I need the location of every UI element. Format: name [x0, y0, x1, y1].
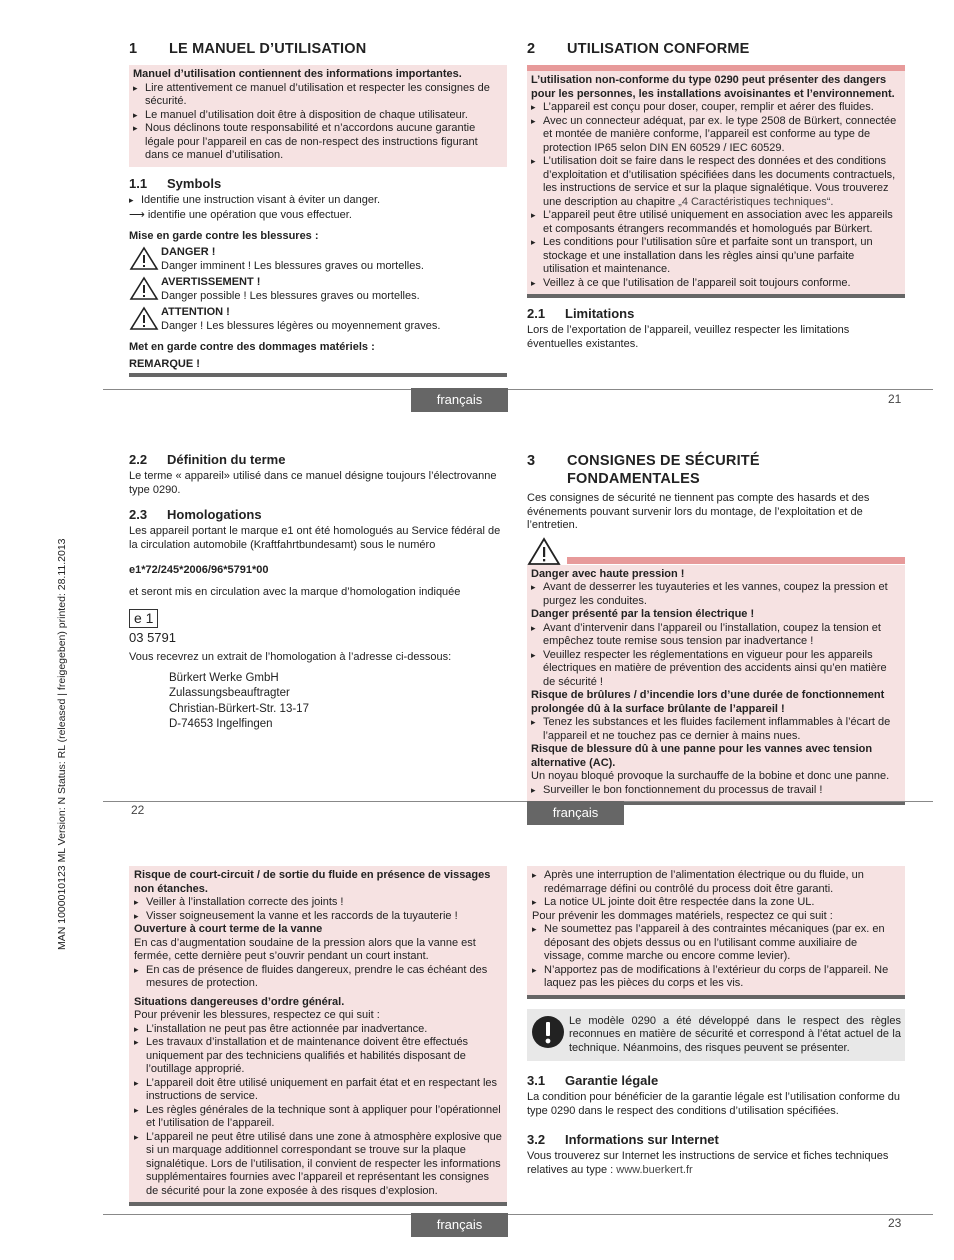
address-block: Bürkert Werke GmbH Zulassungsbeauftragter Christian-Bürkert-Str. 13-17 D-74653 Ingelfingen: [169, 671, 309, 730]
section-2-2: 2.2 Définition du terme Le terme « appareil» utilisé dans ce manuel désigne toujours l’électrovanne type 0290. 2.3 Homologations Les appareil portant le marque e1 ont été homologués au Service fédéral de la circulation automobile (Kraftfahrtbundesamt) sous le numéro e1*72/245*2006/96*5791*00 et seront mis en circulation avec la marque d’homologation indiquée e 1 03 5791 Vous recevrez un extrait de l’homologation à l’adresse ci-dessous: Bürkert Werke GmbH Zulassungsbeauftragter Christian-Bürkert-Str. 13-17 D-74653 Ingelfingen: [129, 452, 507, 733]
section-2-2-heading: 2.2 Définition du terme: [129, 452, 286, 467]
list-item: ▸ Le manuel d’utilisation doit être à disposition de chaque utilisateur.: [133, 109, 503, 123]
list-item: ▸ Les travaux d’installation et de maintenance doivent être effectués uniquement par des techniciens qualifiés et habilités disposant de l’outillage approprié.: [134, 1036, 502, 1077]
note-box: Le modèle 0290 a été développé dans le respect des règles reconnues en matière de sécurité et correspond à l’état actuel de la technique. Néanmoins, des risques peuvent se présenter.: [527, 1009, 905, 1062]
list-item: ▸ Identifie une instruction visant à éviter un danger.: [129, 194, 507, 208]
safety-box-right: ▸ Après une interruption de l’alimentation électrique ou du fluide, un redémarrage défini ou contrôlé du process doit être garanti. ▸ La notice UL jointe doit être respectée dans la zone UL. Pour prévenir les dommages matériels, respectez ce qui suit : ▸ Ne soumettez pas l’appareil à des contraintes mécaniques (par ex. en déposant des objets dessus ou en l’utilisant comme auxiliaire de vissage, comme marche ou encore comme levier). ▸ N’apportez pas de modifications à l’extérieur du corps de l’appareil. Ne laquez pas les pièces du corps et les vis.: [527, 866, 905, 999]
list-item: ▸ Les conditions pour l’utilisation sûre et parfaite sont un transport, un stockage et une installation dans les règles ainsi qu’une parfaite utilisation et maintenance.: [531, 236, 901, 277]
language-tab: français: [527, 801, 624, 825]
list-item: ▸ En cas de présence de fluides dangereux, prendre le cas échéant des mesures de protection.: [134, 964, 502, 991]
list-item: ▸ L’utilisation doit se faire dans le respect des données et des conditions d’exploitation et d’utilisation spécifiées dans les documents contractuels, les instructions de service et sur la plaque signalétique. Vous trouverez une description au chapitre „4 Caractéristiques techniques“.: [531, 155, 901, 209]
list-item: ▸ L’appareil doit être utilisé uniquement en parfait état et en respectant les instructions de service.: [134, 1077, 502, 1104]
list-item: ▸ Les règles générales de la technique sont à appliquer pour l’opérationnel et l’utilisation de l’appareil.: [134, 1104, 502, 1131]
page-number: 22: [131, 803, 145, 817]
chapter-link[interactable]: „4 Caractéristiques techniques“.: [678, 195, 834, 208]
website-link[interactable]: www.buerkert.fr: [616, 1163, 693, 1176]
section-1-1-heading: 1.1 Symbols: [129, 175, 222, 191]
warning-triangle-icon: [527, 537, 561, 565]
list-item: ▸ Surveiller le bon fonctionnement du processus de travail !: [531, 784, 901, 798]
warning-triangle-icon: [129, 246, 161, 270]
exclamation-icon: [531, 1015, 565, 1049]
safety-box-continued: Risque de court-circuit / de sortie du fluide en présence de vissages non étanches. ▸ Veiller à l’installation correcte des joints ! ▸ Visser soigneusement la vanne et les raccords de la tuyauterie ! Ouverture à court terme de la vanne En cas d’augmentation soudaine de la pression alors que la vanne est fermée, cette dernière peut s’ouvrir pendant un court instant. ▸ En cas de présence de fluides dangereux, prendre le cas échéant des mesures de protection. Situations dangereuses d’ordre général. Pour prévenir les blessures, respectez ce qui suit : ▸ L’installation ne peut pas être actionnée par inadvertance. ▸ Les travaux d’installation et de maintenance doivent être effectués uniquement par des techniciens qualifiés et habilités disposant de l’outillage approprié. ▸ L’appareil doit être utilisé uniquement en parfait état et en respectant les instructions de service. ▸ Les règles générales de la technique sont à appliquer pour l’opérationnel et l’utilisation de l’appareil. ▸ L’appareil ne peut être utilisé dans une zone à atmosphère explosive que si un marquage additionnel correspondant se trouve sur la plaque signalétique. Lors de l’utilisation, il convient de respecter les informations supplémentaires fournies avec l’appareil et représentant les consignes de sécurité pour la zone exposée à des risques d’explosion.: [129, 866, 507, 1206]
danger-box: L’utilisation non-conforme du type 0290 peut présenter des dangers pour les personnes, les installations avoisinantes et l’environnement. ▸ L’appareil est conçu pour doser, couper, remplir et aérer des fluides. ▸ Avec un connecteur adéquat, par ex. le type 2508 de Bürkert, connectée et montée de manière conforme, l’appareil est conforme au type de protection IP65 selon DIN EN 60529 / IEC 60529. ▸ L’utilisation doit se faire dans le respect des données et des conditions d’exploitation et d’utilisation spécifiées dans les documents contractuels, les instructions de service et sur la plaque signalétique. Vous trouverez une description au chapitre „4 Caractéristiques techniques“. ▸ L’appareil peut être utilisé uniquement en association avec les appareils et composants étrangers recommandés et homologués par Bürkert. ▸ Les conditions pour l’utilisation sûre et parfaite sont un transport, un stockage et une installation dans les règles ainsi qu’une parfaite utilisation et maintenance. ▸ Veillez à ce que l’utilisation de l’appareil soit toujours conforme.: [527, 71, 905, 298]
section-2-1-heading: 2.1 Limitations: [527, 306, 635, 321]
page-number: 21: [888, 392, 902, 406]
list-item: ▸ Avant de desserrer les tuyauteries et les vannes, coupez la pression et purgez les conduites.: [531, 581, 901, 608]
page-number: 23: [888, 1216, 902, 1230]
list-item: ▸ Visser soigneusement la vanne et les raccords de la tuyauterie !: [134, 910, 502, 924]
warning-avertissement: AVERTISSEMENT ! Danger possible ! Les blessures graves ou mortelles.: [129, 276, 507, 303]
section-3-heading: 3 CONSIGNES DE SÉCURITÉ FONDAMENTALES: [527, 453, 760, 487]
list-item: ▸ L’appareil peut être utilisé uniquement en association avec les appareils et composants étrangers recommandés et homologués par Bürkert.: [531, 209, 901, 236]
list-item: ▸ Après une interruption de l’alimentation électrique ou du fluide, un redémarrage défini ou contrôlé du process doit être garanti.: [532, 869, 900, 896]
list-item: ▸ L’installation ne peut pas être actionnée par inadvertance.: [134, 1023, 502, 1037]
safety-continued: [129, 866, 507, 1206]
list-item: ▸ Veiller à l’installation correcte des joints !: [134, 896, 502, 910]
warning-danger: DANGER ! Danger imminent ! Les blessures graves ou mortelles.: [129, 246, 507, 273]
section-1: 1 LE MANUEL D’UTILISATION Manuel d’utilisation contiennent des informations importantes. ▸ Lire attentivement ce manuel d’utilisation et respecter les consignes de sécurité. ▸ Le manuel d’utilisation doit être à disposition de chaque utilisateur. ▸ Nous déclinons toute responsabilité et n’accordons aucune garantie légale pour l’appareil en cas de non-respect des instructions figurant dans ce manuel d’utilisation. 1.1 Symbols ▸ Identifie une instruction visant à éviter un danger. ⟶ identifie une opération que vous effectuer. Mise en garde contre les blessures : DANGER ! Danger imminent ! Les blessures graves ou mortelles. AVERTISSEMENT ! Danger possible ! Les blessures graves ou mortelles. ATTENTION ! Danger ! Les blessures légères ou moyennement graves. Met en garde contre des dommages matériels : REMARQUE !: [129, 40, 507, 377]
side-print-info: MAN 1000010123 ML Version: N Status: RL (released | freigegeben) printed: 28.11.2013: [56, 538, 68, 950]
list-item: ▸ Avant d’intervenir dans l’appareil ou l’installation, coupez la tension et empêchez toute remise sous tension par inadvertance !: [531, 622, 901, 649]
section-3-1-heading: 3.1 Garantie légale: [527, 1073, 659, 1088]
notice-list: [133, 82, 503, 163]
list-item: ▸ Tenez les substances et les fluides facilement inflammables à l’écart de l’appareil et ne touchez pas ce dernier à mains nues.: [531, 716, 901, 743]
safety-box: Danger avec haute pression ! ▸ Avant de desserrer les tuyauteries et les vannes, coupez la pression et purgez les conduites. Danger présenté par la tension électrique ! ▸ Avant d’intervenir dans l’appareil ou l’installation, coupez la tension et empêchez toute remise sous tension par inadvertance ! ▸ Veuillez respecter les réglementations en vigueur pour les appareils électriques en matière de prévention des accidents ainsi qu’en matière de sécurité ! Risque de brûlures / d’incendie lors d’une durée de fonctionnement prolongée dû à la surface brûlante de l’appareil ! ▸ Tenez les substances et les fluides facilement inflammables à l’écart de l’appareil et ne touchez pas ce dernier à mains nues. Risque de blessure dû à une panne pour les vannes avec tension alternative (AC). Un noyau bloqué provoque la surchauffe de la bobine et donc une panne. ▸ Surveiller le bon fonctionnement du processus de travail !: [527, 565, 905, 806]
language-tab: français: [411, 1213, 508, 1237]
list-item: ▸ Nous déclinons toute responsabilité et n’accordons aucune garantie légale pour l’appareil en cas de non-respect des instructions figurant dans ce manuel d’utilisation.: [133, 122, 503, 163]
list-item: ▸ Veuillez respecter les réglementations en vigueur pour les appareils électriques en matière de prévention des accidents ainsi qu’en matière de sécurité !: [531, 649, 901, 690]
list-item: ▸ Ne soumettez pas l’appareil à des contraintes mécaniques (par ex. en déposant des objets dessus ou en l’utilisant comme auxiliaire de vissage, comme marche ou encore comme levier).: [532, 923, 900, 964]
warning-attention: ATTENTION ! Danger ! Les blessures légères ou moyennement graves.: [129, 306, 507, 333]
section-2: 2 UTILISATION CONFORME L’utilisation non-conforme du type 0290 peut présenter des dangers pour les personnes, les installations avoisinantes et l’environnement. ▸ L’appareil est conçu pour doser, couper, remplir et aérer des fluides. ▸ Avec un connecteur adéquat, par ex. le type 2508 de Bürkert, connectée et montée de manière conforme, l’appareil est conforme au type de protection IP65 selon DIN EN 60529 / IEC 60529. ▸ L’utilisation doit se faire dans le respect des données et des conditions d’exploitation et d’utilisation spécifiées dans les documents contractuels, les instructions de service et sur la plaque signalétique. Vous trouverez une description au chapitre „4 Caractéristiques techniques“. ▸ L’appareil peut être utilisé uniquement en association avec les appareils et composants étrangers recommandés et homologués par Bürkert. ▸ Les conditions pour l’utilisation sûre et parfaite sont un transport, un stockage et une installation dans les règles ainsi qu’une parfaite utilisation et maintenance. ▸ Veillez à ce que l’utilisation de l’appareil soit toujours conforme. 2.1 Limitations Lors de l’exportation de l’appareil, veuillez respecter les limitations éventuelles existantes.: [527, 40, 905, 351]
section-2-3-heading: 2.3 Homologations: [129, 507, 262, 522]
section-1-heading: 1 LE MANUEL D’UTILISATION: [129, 41, 367, 57]
section-3-2-heading: 3.2 Informations sur Internet: [527, 1132, 719, 1147]
section-3: 3 CONSIGNES DE SÉCURITÉ FONDAMENTALES Ces consignes de sécurité ne tiennent pas compte des hasards et des événements pouvant survenir lors du montage, de l’exploitation et de l’entretien. Danger avec haute pression ! ▸ Avant de desserrer les tuyauteries et les vannes, coupez la pression et purgez les conduites. Danger présenté par la tension électrique ! ▸ Avant d’intervenir dans l’appareil ou l’installation, coupez la tension et empêchez toute remise sous tension par inadvertance ! ▸ Veuillez respecter les réglementations en vigueur pour les appareils électriques en matière de prévention des accidents ainsi qu’en matière de sécurité ! Risque de brûlures / d’incendie lors d’une durée de fonctionnement prolongée dû à la surface brûlante de l’appareil ! ▸ Tenez les substances et les fluides facilement inflammables à l’écart de l’appareil et ne touchez pas ce dernier à mains nues. Risque de blessure dû à une panne pour les vannes avec tension alternative (AC). Un noyau bloqué provoque la surchauffe de la bobine et donc une panne. ▸ Surveiller le bon fonctionnement du processus de travail !: [527, 452, 905, 805]
list-item: ▸ Lire attentivement ce manuel d’utilisation et respecter les consignes de sécurité.: [133, 82, 503, 109]
list-item: ▸ L’appareil est conçu pour doser, couper, remplir et aérer des fluides.: [531, 101, 901, 115]
list-item: ▸ Avec un connecteur adéquat, par ex. le type 2508 de Bürkert, connectée et montée de manière conforme, l’appareil est conforme au type de protection IP65 selon DIN EN 60529 / IEC 60529.: [531, 115, 901, 156]
approval-mark: e 1: [129, 609, 158, 628]
list-item: ▸ L’appareil ne peut être utilisé dans une zone à atmosphère explosive que si un marquage additionnel correspondant se trouve sur la plaque signalétique. Lors de l’utilisation, il convient de respecter les informations supplémentaires fournies avec l’appareil et représentant les consignes de sécurité pour la zone exposée à des risques d’explosion.: [134, 1131, 502, 1199]
section-2-heading: 2 UTILISATION CONFORME: [527, 41, 750, 57]
language-tab: français: [411, 388, 508, 412]
notice-box: Manuel d’utilisation contiennent des informations importantes. ▸ Lire attentivement ce manuel d’utilisation et respecter les consignes de sécurité. ▸ Le manuel d’utilisation doit être à disposition de chaque utilisateur. ▸ Nous déclinons toute responsabilité et n’accordons aucune garantie légale pour l’appareil en cas de non-respect des instructions figurant dans ce manuel d’utilisation.: [129, 65, 507, 167]
warning-triangle-icon: [129, 306, 161, 330]
list-item: ▸ N’apportez pas de modifications à l’extérieur du corps de l’appareil. Ne laquez pas les pièces du corps et les vis.: [532, 964, 900, 991]
list-item: ▸ Veillez à ce que l’utilisation de l’appareil soit toujours conforme.: [531, 277, 901, 291]
safety-continued-right: ▸ Après une interruption de l’alimentation électrique ou du fluide, un redémarrage défini ou contrôlé du process doit être garanti. ▸ La notice UL jointe doit être respectée dans la zone UL. Pour prévenir les dommages matériels, respectez ce qui suit : ▸ Ne soumettez pas l’appareil à des contraintes mécaniques (par ex. en déposant des objets dessus ou en l’utilisant comme auxiliaire de vissage, comme marche ou encore comme levier). ▸ N’apportez pas de modifications à l’extérieur du corps de l’appareil. Ne laquez pas les pièces du corps et les vis. Le modèle 0290 a été développé dans le respect des règles reconnues en matière de sécurité et correspond à l’état actuel de la technique. Néanmoins, des risques peuvent se présenter. 3.1 Garantie légale La condition pour bénéficier de la garantie légale est l’utilisation conforme du type 0290 dans le respect des conditions d’utilisation spécifiées. 3.2 Informations sur Internet Vous trouverez sur Internet les instructions de service et fiches techniques relatives au type : www.buerkert.fr: [527, 866, 905, 1177]
arrow-icon: ⟶: [129, 209, 145, 221]
warning-triangle-icon: [129, 276, 161, 300]
list-item: ▸ La notice UL jointe doit être respectée dans la zone UL.: [532, 896, 900, 910]
